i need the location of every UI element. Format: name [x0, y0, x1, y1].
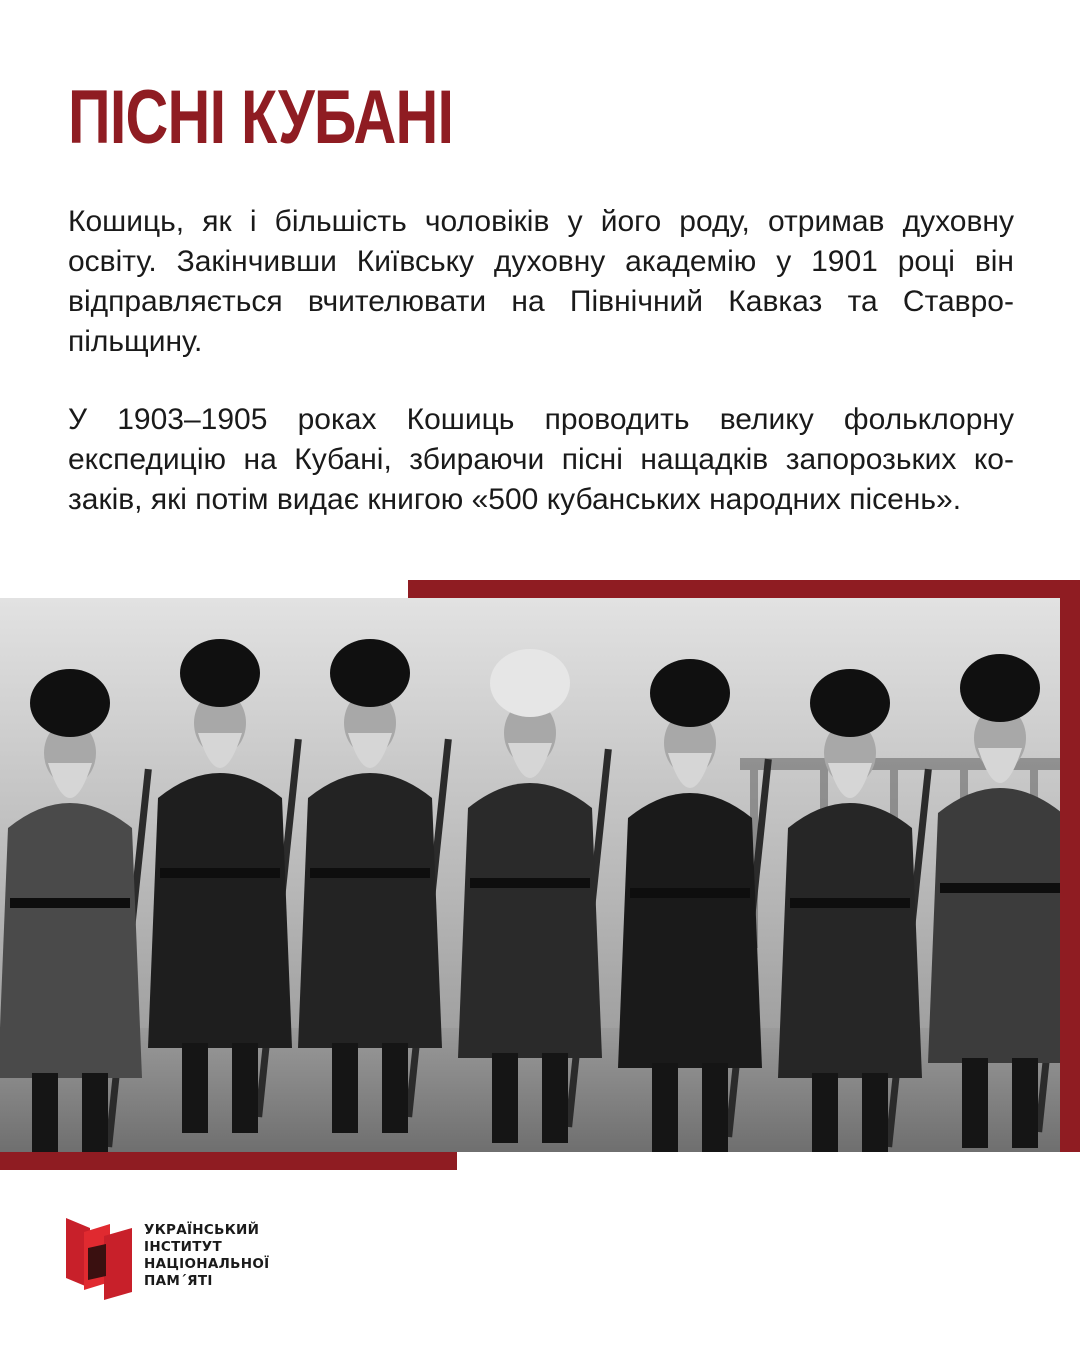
- figure-leg: [332, 1043, 358, 1133]
- figure-leg: [382, 1043, 408, 1133]
- figure-belt: [630, 888, 750, 898]
- figure-hat: [490, 649, 570, 717]
- figure-leg: [652, 1063, 678, 1152]
- institute-logo-icon: [66, 1218, 132, 1300]
- paragraph-education: Кошиць, як і більшість чоловіків у його роду, отримав духовну освіту. Закінчивши Київську духовну академію у 1901 році він відправляється вчителювати на Північний Кавказ та Ставропільщину.: [68, 205, 1014, 358]
- figure-coat: [0, 803, 142, 1078]
- figure-coat: [618, 793, 762, 1068]
- photo-illustration: [0, 598, 1060, 1152]
- page-title: ПІСНІ КУБАНІ: [68, 75, 454, 160]
- figure-belt: [160, 868, 280, 878]
- photo-frame-top: [408, 580, 1080, 598]
- paragraph-expedition: У 1903–1905 роках Кошиць проводить велику фольклорну експедицію на Кубані, збираючи пісні нащадків запорозьких козаків, які потім видає книгою «500 кубанських народних пісень».: [68, 403, 1014, 516]
- institute-name: [144, 1222, 269, 1290]
- figure-hat: [650, 659, 730, 727]
- figure-coat: [928, 788, 1060, 1063]
- figure-hat: [180, 639, 260, 707]
- figure-leg: [542, 1053, 568, 1143]
- historical-photo: [0, 598, 1060, 1152]
- figure-leg: [962, 1058, 988, 1148]
- figure-coat: [298, 773, 442, 1048]
- institute-name-line-2: ІНСТИТУТ: [144, 1239, 222, 1255]
- photo-frame-bottom: [0, 1152, 457, 1170]
- figure-leg: [862, 1073, 888, 1152]
- figure-leg: [492, 1053, 518, 1143]
- figure-belt: [940, 883, 1060, 893]
- figure-hat: [330, 639, 410, 707]
- figure-hat: [960, 654, 1040, 722]
- institute-name-line-4: ПАМ´ЯТІ: [144, 1273, 213, 1289]
- figure-hat: [810, 669, 890, 737]
- institute-name-line-3: НАЦІОНАЛЬНОЇ: [144, 1256, 270, 1272]
- figure-leg: [1012, 1058, 1038, 1148]
- figure-leg: [812, 1073, 838, 1152]
- institute-name-line-1: УКРАЇНСЬКИЙ: [144, 1222, 260, 1238]
- figure-hat: [30, 669, 110, 737]
- figure-leg: [702, 1063, 728, 1152]
- figure-coat: [148, 773, 292, 1048]
- figure-leg: [32, 1073, 58, 1152]
- figure-belt: [10, 898, 130, 908]
- figure-belt: [310, 868, 430, 878]
- figure-coat: [458, 783, 602, 1058]
- photo-frame-right: [1060, 580, 1080, 1152]
- figure-leg: [232, 1043, 258, 1133]
- figure-belt: [790, 898, 910, 908]
- figure-belt: [470, 878, 590, 888]
- figure-coat: [778, 803, 922, 1078]
- figure-leg: [82, 1073, 108, 1152]
- figure-leg: [182, 1043, 208, 1133]
